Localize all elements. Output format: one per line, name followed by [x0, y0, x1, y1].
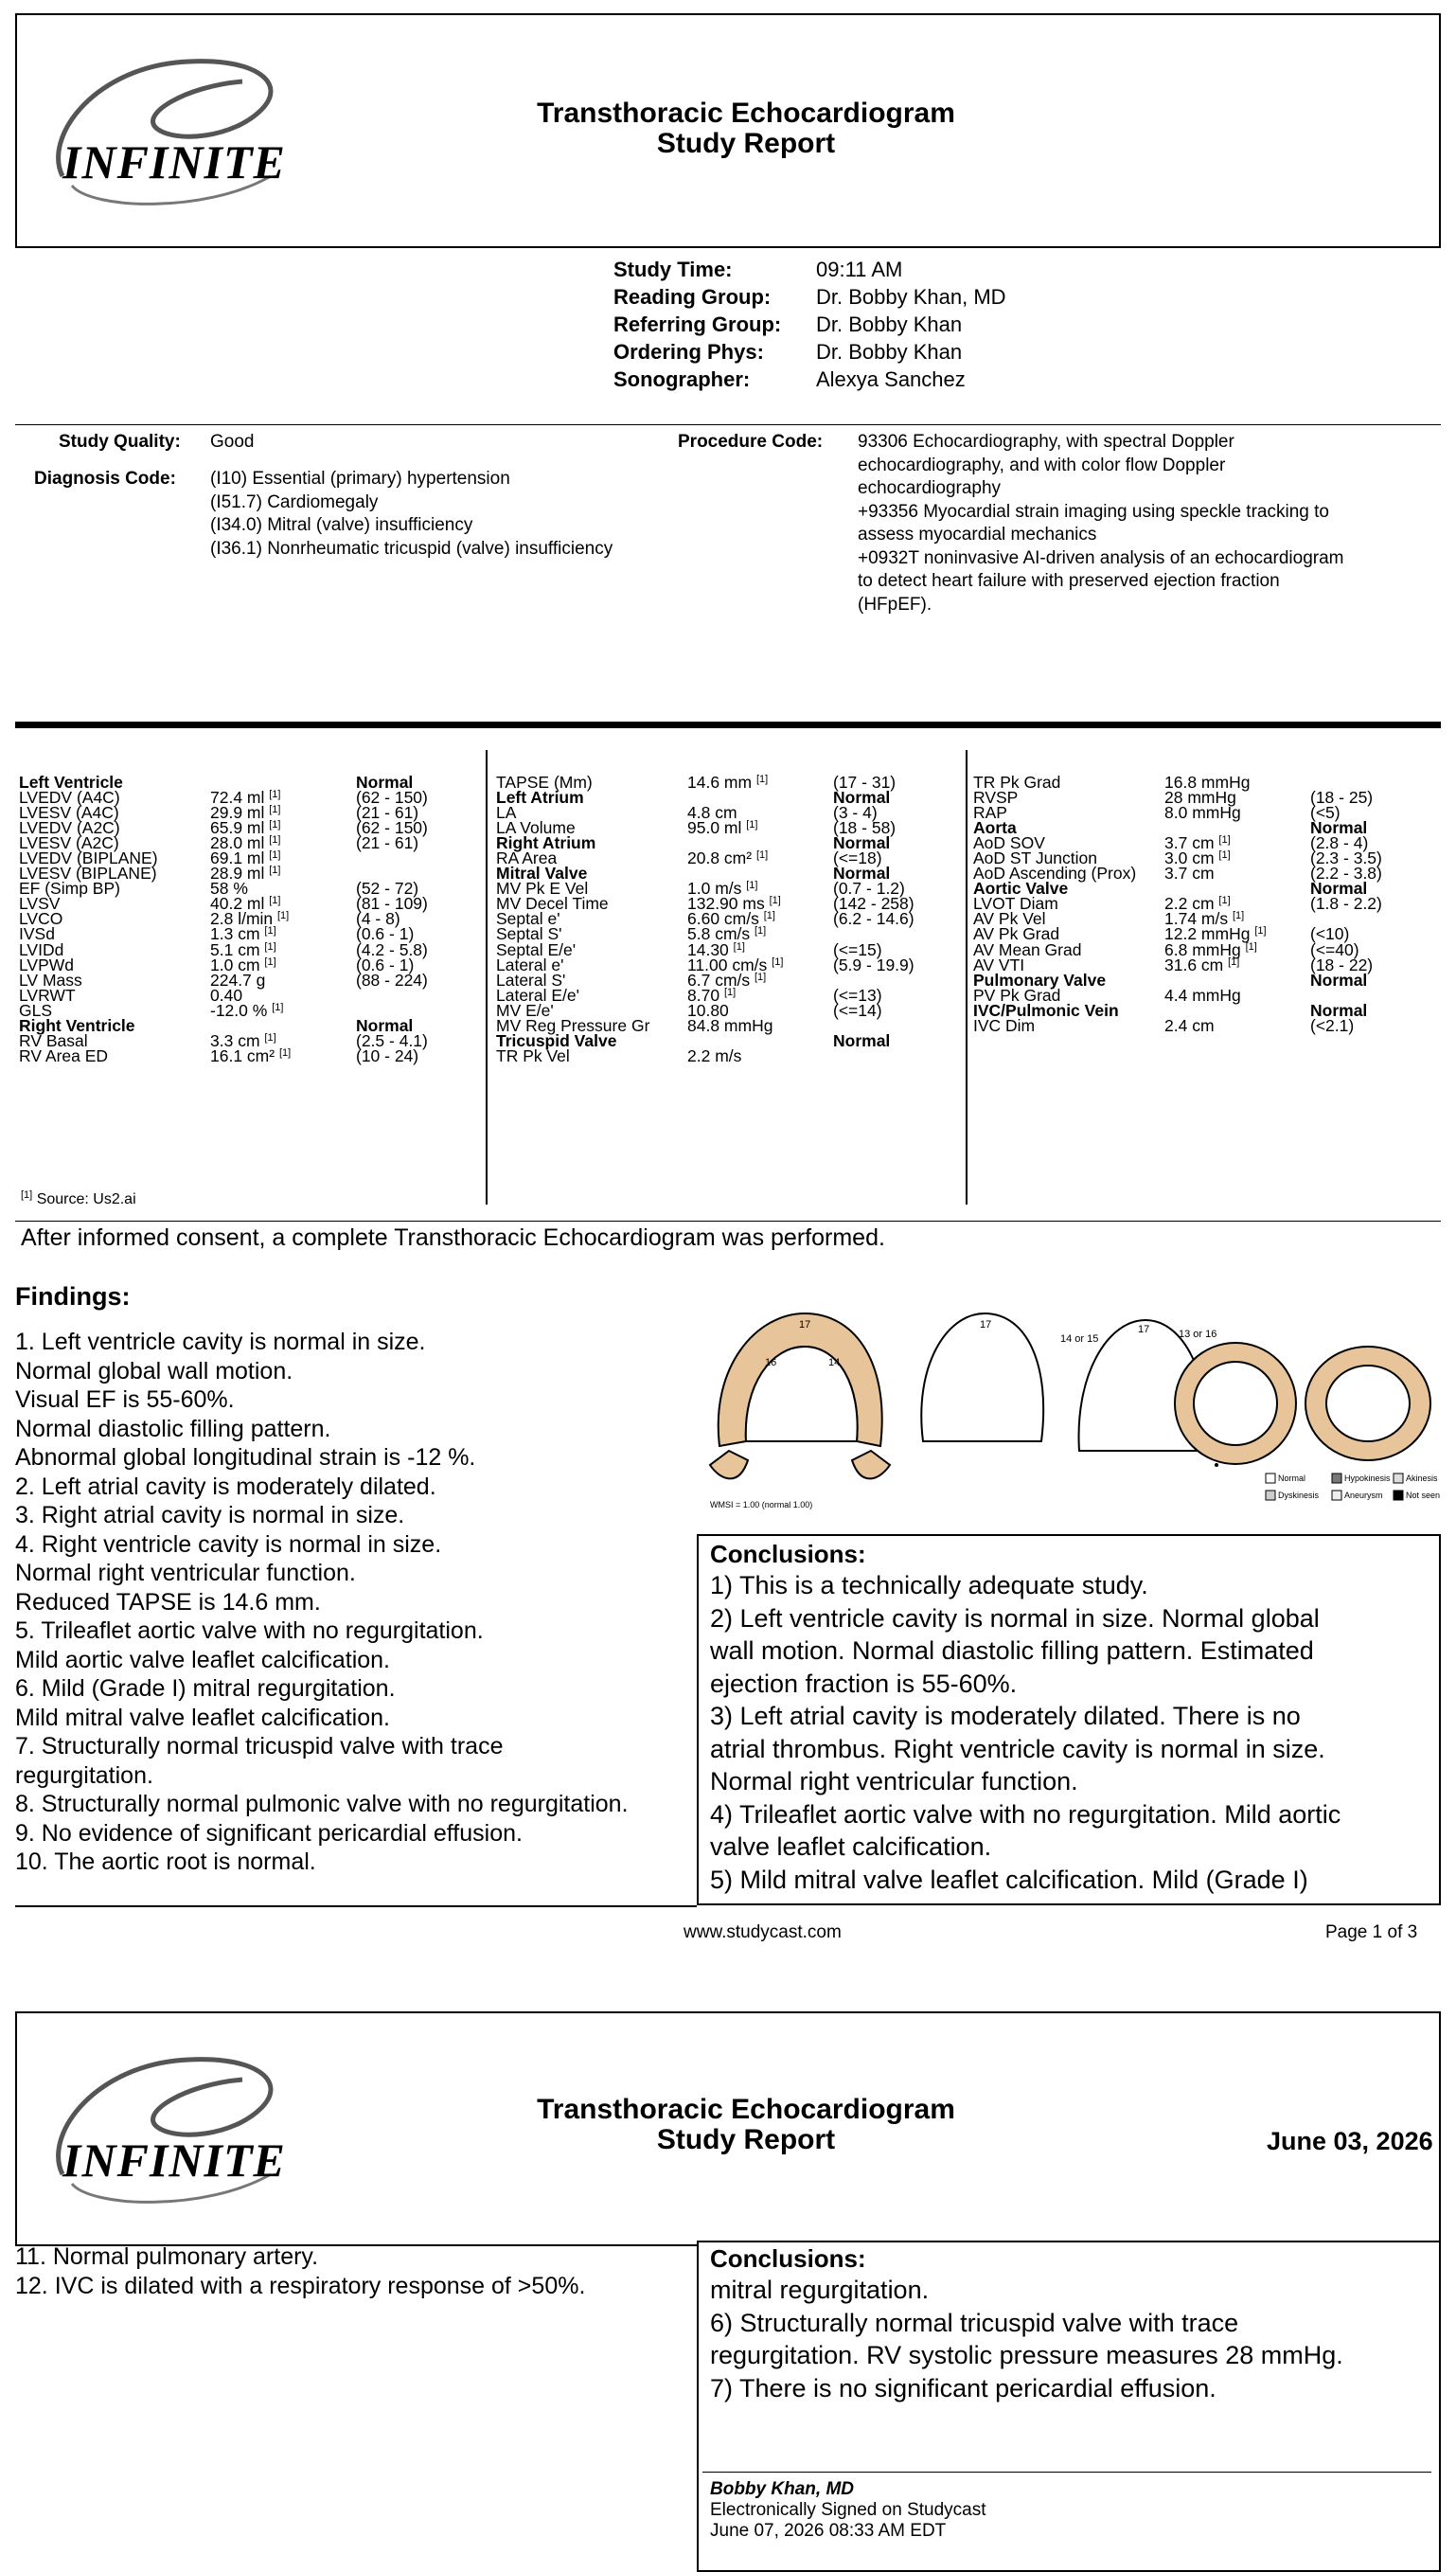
- conclusion-line: 4) Trileaflet aortic valve with no regurgitation. Mild aortic: [710, 1799, 1341, 1829]
- measurement-name: AoD ST Junction: [973, 848, 1097, 868]
- measurement-value: -12.0 % [1]: [210, 1000, 284, 1020]
- footnote-marker: [1]: [746, 880, 758, 892]
- reference-range: (21 - 61): [356, 803, 419, 823]
- procedure-line: +93356 Myocardial strain imaging using speckle tracking to: [858, 501, 1329, 522]
- reference-range: (<=13): [833, 985, 882, 1005]
- svg-text:13 or 16: 13 or 16: [1179, 1329, 1217, 1340]
- measurement-value: 95.0 ml [1]: [687, 818, 758, 838]
- diagnosis-code: (I51.7) Cardiomegaly: [210, 491, 379, 512]
- procedure-line: to detect heart failure with preserved ejection fraction: [858, 571, 1280, 591]
- study-info-label: Sonographer:: [613, 367, 751, 391]
- finding-line: Normal diastolic filling pattern.: [15, 1415, 331, 1442]
- measurement-value: 10.80: [687, 1000, 729, 1020]
- footnote-marker: [1]: [1254, 925, 1267, 938]
- measurement-name: Aorta: [973, 818, 1017, 838]
- svg-text:17: 17: [980, 1319, 992, 1331]
- measurement-value: 224.7 g: [210, 970, 266, 990]
- measurement-value: 6.8 mmHg [1]: [1164, 939, 1257, 959]
- measurement-value: 5.1 cm [1]: [210, 939, 276, 959]
- study-info-value: 09:11 AM: [816, 258, 903, 281]
- measurement-value: 3.0 cm [1]: [1164, 848, 1231, 868]
- measurement-name: AV Pk Vel: [973, 909, 1046, 929]
- reference-range: (2.5 - 4.1): [356, 1030, 428, 1050]
- footnote-marker: [1]: [723, 986, 737, 998]
- divider: [15, 424, 1441, 425]
- findings-title: Findings:: [15, 1282, 131, 1311]
- measurement-value: 0.40: [210, 985, 243, 1005]
- footnote-marker: [1]: [1245, 940, 1257, 953]
- signature-divider: [702, 2472, 1431, 2473]
- finding-line: 5. Trileaflet aortic valve with no regurgitation.: [15, 1617, 484, 1644]
- procedure-line: assess myocardial mechanics: [858, 525, 1097, 545]
- measurement-name: RVSP: [973, 788, 1019, 808]
- measurement-name: IVSd: [19, 924, 55, 944]
- measurement-name: AV Pk Grad: [973, 924, 1060, 944]
- svg-text:14 or 15: 14 or 15: [1060, 1333, 1099, 1345]
- footnote-marker: [1]: [755, 971, 767, 983]
- finding-line: Reduced TAPSE is 14.6 mm.: [15, 1588, 321, 1616]
- finding-line: Normal right ventricular function.: [15, 1560, 356, 1586]
- reference-range: (<10): [1310, 924, 1350, 944]
- footnote-marker: [1]: [269, 895, 281, 907]
- measurement-value: 31.6 cm [1]: [1164, 955, 1240, 974]
- measurement-name: RA Area: [496, 848, 558, 868]
- conclusions-box-continued: [697, 2241, 1441, 2572]
- column-divider: [486, 750, 488, 1205]
- measurement-name: LVSV: [19, 894, 61, 914]
- footnote-marker: [1]: [264, 925, 276, 938]
- measurement-value: 14.6 mm [1]: [687, 773, 769, 792]
- footnote-marker: [1]: [277, 910, 290, 922]
- footnote-marker: [1]: [755, 774, 769, 785]
- measurement-value: 4.8 cm: [687, 803, 737, 823]
- measurement-name: Septal E/e': [496, 939, 577, 959]
- measurements-col1: [19, 775, 483, 1063]
- diagnosis-codes: [210, 468, 684, 561]
- footnote-marker: [1]: [264, 940, 276, 953]
- logo-swoosh-icon: [34, 34, 337, 223]
- measurement-name: IVC Dim: [973, 1015, 1036, 1035]
- consent-text: After informed consent, a complete Transthoracic Echocardiogram was performed.: [21, 1224, 885, 1251]
- reference-range: Normal: [1310, 970, 1368, 990]
- measurement-name: LVCO: [19, 909, 63, 929]
- svg-text:Normal: Normal: [1278, 1474, 1306, 1483]
- logo-swoosh-icon: [34, 2032, 337, 2222]
- finding-line: Visual EF is 55-60%.: [15, 1386, 235, 1413]
- reference-range: (2.2 - 3.8): [1310, 864, 1382, 884]
- finding-line: 12. IVC is dilated with a respiratory response of >50%.: [15, 2272, 586, 2299]
- footnote-marker: [1]: [269, 834, 281, 847]
- findings-list-continued: [15, 2242, 697, 2300]
- signature-name: Bobby Khan, MD: [710, 2479, 854, 2499]
- logo-text: INFINITE: [62, 2134, 286, 2187]
- svg-text:WMSI = 1.00 (normal 1.00): WMSI = 1.00 (normal 1.00): [710, 1500, 813, 1509]
- reference-range: (10 - 24): [356, 1045, 419, 1065]
- measurement-name: Left Ventricle: [19, 773, 123, 792]
- procedure-codes: [858, 431, 1445, 616]
- report-title: Transthoracic Echocardiogram Study Report: [537, 98, 955, 159]
- measurement-value: 8.70 [1]: [687, 985, 737, 1005]
- study-info-value: Dr. Bobby Khan: [816, 313, 963, 336]
- study-quality-value: Good: [210, 432, 255, 452]
- signature-line: Electronically Signed on Studycast: [710, 2500, 986, 2520]
- conclusion-line: 1) This is a technically adequate study.: [710, 1571, 1148, 1599]
- measurement-value: 132.90 ms [1]: [687, 894, 781, 914]
- measurement-name: MV Pk E Vel: [496, 879, 589, 899]
- measurement-name: AV Mean Grad: [973, 939, 1082, 959]
- procedure-line: echocardiography, and with color flow Doppler: [858, 455, 1226, 475]
- measurement-name: LVPWd: [19, 955, 75, 974]
- measurement-value: 72.4 ml [1]: [210, 788, 281, 808]
- measurements-col2: [496, 775, 960, 1063]
- finding-line: 4. Right ventricle cavity is normal in size.: [15, 1530, 442, 1558]
- measurement-value: 40.2 ml [1]: [210, 894, 281, 914]
- reference-range: (2.3 - 3.5): [1310, 848, 1382, 868]
- measurement-value: 6.60 cm/s [1]: [687, 909, 775, 929]
- reference-range: (52 - 72): [356, 879, 419, 899]
- reference-range: (6.2 - 14.6): [833, 909, 914, 929]
- footnote-marker: [1]: [272, 1001, 284, 1013]
- conclusion-line: 3) Left atrial cavity is moderately dilated. There is no: [710, 1702, 1301, 1730]
- divider: [15, 1905, 697, 1907]
- thick-divider: [15, 722, 1441, 728]
- measurement-name: LVESV (BIPLANE): [19, 864, 157, 884]
- measurement-name: MV Decel Time: [496, 894, 609, 914]
- reference-range: (17 - 31): [833, 773, 897, 792]
- footnote-marker: [1]: [1218, 895, 1231, 907]
- report-date: June 03, 2026: [1267, 2127, 1433, 2155]
- footnote-marker: [1]: [269, 789, 281, 801]
- reference-range: (<=14): [833, 1000, 882, 1020]
- conclusion-line: 5) Mild mitral valve leaflet calcification. Mild (Grade I): [710, 1865, 1308, 1894]
- finding-line: 1. Left ventricle cavity is normal in size.: [15, 1329, 426, 1355]
- measurement-name: LVIDd: [19, 939, 64, 959]
- finding-line: 11. Normal pulmonary artery.: [15, 2243, 319, 2270]
- finding-line: 2. Left atrial cavity is moderately dilated.: [15, 1473, 436, 1500]
- measurement-name: AV VTI: [973, 955, 1025, 974]
- footer-url: www.studycast.com: [684, 1922, 842, 1942]
- reference-range: (18 - 22): [1310, 955, 1374, 974]
- study-info-label: Study Time:: [613, 258, 733, 281]
- measurement-name: EF (Simp BP): [19, 879, 120, 899]
- column-divider: [966, 750, 968, 1205]
- measurement-value: 28.9 ml [1]: [210, 864, 281, 884]
- svg-text:Hypokinesis: Hypokinesis: [1344, 1474, 1391, 1483]
- source-note: [1] Source: Us2.ai: [21, 1189, 136, 1207]
- measurement-value: 1.0 m/s [1]: [687, 879, 758, 899]
- measurement-name: Lateral e': [496, 955, 564, 974]
- measurement-name: TR Pk Vel: [496, 1045, 570, 1065]
- svg-text:Not seen: Not seen: [1406, 1491, 1441, 1500]
- measurement-name: LVEDV (A4C): [19, 788, 120, 808]
- measurement-value: 11.00 cm/s [1]: [687, 955, 784, 974]
- svg-text:14: 14: [828, 1357, 841, 1368]
- reference-range: (0.7 - 1.2): [833, 879, 905, 899]
- footnote-marker: [1]: [769, 895, 781, 907]
- footnote-marker: [1]: [278, 1046, 292, 1059]
- measurement-value: 8.0 mmHg: [1164, 803, 1241, 823]
- reference-range: (2.8 - 4): [1310, 833, 1369, 853]
- measurement-value: 1.74 m/s [1]: [1164, 909, 1245, 929]
- measurement-name: TAPSE (Mm): [496, 773, 593, 792]
- measurement-name: Lateral E/e': [496, 985, 579, 1005]
- measurement-name: GLS: [19, 1000, 53, 1020]
- measurement-value: 2.2 m/s: [687, 1045, 742, 1065]
- measurement-name: RV Basal: [19, 1030, 88, 1050]
- measurement-value: 29.9 ml [1]: [210, 803, 281, 823]
- footnote-marker: [1]: [1218, 834, 1231, 847]
- conclusions-text: [710, 1569, 1428, 1896]
- conclusion-line: 6) Structurally normal tricuspid valve with trace: [710, 2308, 1239, 2337]
- diagnosis-code: (I10) Essential (primary) hypertension: [210, 469, 510, 489]
- reference-range: (4 - 8): [356, 909, 400, 929]
- procedure-line: echocardiography: [858, 478, 1002, 498]
- measurement-value: 14.30 [1]: [687, 939, 745, 959]
- wall-motion-diagram: [701, 1309, 1448, 1515]
- page-number: Page 1 of 3: [1325, 1922, 1418, 1942]
- divider: [15, 1221, 1441, 1222]
- measurement-value: 2.4 cm: [1164, 1015, 1215, 1035]
- procedure-line: +0932T noninvasive AI-driven analysis of an echocardiogram: [858, 547, 1344, 568]
- reference-range: (<2.1): [1310, 1015, 1355, 1035]
- footnote-marker: [1]: [264, 1031, 276, 1044]
- procedure-line: 93306 Echocardiography, with spectral Doppler: [858, 432, 1234, 452]
- measurement-row: [973, 1015, 1437, 1035]
- footnote-marker: [1]: [1232, 910, 1245, 922]
- measurement-row: [973, 803, 1437, 823]
- measurement-name: Aortic Valve: [973, 879, 1069, 899]
- finding-line: Mild mitral valve leaflet calcification.: [15, 1704, 390, 1731]
- measurement-name: LVRWT: [19, 985, 76, 1005]
- measurement-value: 20.8 cm² [1]: [687, 848, 769, 868]
- measurement-name: LVESV (A2C): [19, 833, 119, 853]
- measurement-value: 28.0 ml [1]: [210, 833, 281, 853]
- procedure-label: Procedure Code:: [678, 432, 824, 452]
- measurement-name: LVOT Diam: [973, 894, 1058, 914]
- measurement-value: 3.7 cm: [1164, 864, 1215, 884]
- study-info-label: Ordering Phys:: [613, 340, 764, 364]
- measurement-row: [496, 1045, 960, 1065]
- signature-date: June 07, 2026 08:33 AM EDT: [710, 2521, 947, 2541]
- measurement-value: 1.0 cm [1]: [210, 955, 276, 974]
- svg-text:Dyskinesis: Dyskinesis: [1278, 1491, 1320, 1500]
- measurement-name: Right Ventricle: [19, 1015, 135, 1035]
- measurement-value: 6.7 cm/s [1]: [687, 970, 767, 990]
- reference-range: (<5): [1310, 803, 1341, 823]
- diagnosis-code: (I34.0) Mitral (valve) insufficiency: [210, 515, 473, 535]
- svg-text:17: 17: [799, 1319, 811, 1331]
- svg-text:Akinesis: Akinesis: [1406, 1474, 1438, 1483]
- finding-line: 6. Mild (Grade I) mitral regurgitation.: [15, 1675, 396, 1702]
- footnote-marker: [1]: [1228, 956, 1240, 968]
- reference-range: (62 - 150): [356, 818, 428, 838]
- signature: [710, 2479, 986, 2542]
- reference-range: (18 - 25): [1310, 788, 1374, 808]
- finding-line: Mild aortic valve leaflet calcification.: [15, 1646, 390, 1673]
- study-info-label: Reading Group:: [613, 285, 772, 309]
- measurement-value: 3.7 cm [1]: [1164, 833, 1231, 853]
- reference-range: (3 - 4): [833, 803, 878, 823]
- reference-range: (4.2 - 5.8): [356, 939, 428, 959]
- measurement-value: 12.2 mmHg [1]: [1164, 924, 1267, 944]
- reference-range: Normal: [1310, 879, 1368, 899]
- conclusion-line: 7) There is no significant pericardial effusion.: [710, 2373, 1216, 2402]
- footnote-marker: [1]: [772, 956, 784, 968]
- measurement-name: LVESV (A4C): [19, 803, 119, 823]
- measurements-col3: [973, 775, 1437, 1033]
- footnote-marker: [1]: [269, 849, 281, 862]
- measurement-name: Septal e': [496, 909, 560, 929]
- footnote-marker: [1]: [269, 865, 281, 877]
- measurement-name: TR Pk Grad: [973, 773, 1061, 792]
- measurement-value: 65.9 ml [1]: [210, 818, 281, 838]
- study-info-label: Referring Group:: [613, 313, 782, 336]
- reference-range: Normal: [833, 788, 891, 808]
- reference-range: (0.6 - 1): [356, 924, 415, 944]
- measurement-name: Left Atrium: [496, 788, 584, 808]
- measurement-value: 16.1 cm² [1]: [210, 1045, 292, 1065]
- finding-line: Normal global wall motion.: [15, 1357, 293, 1384]
- diagnosis-label: Diagnosis Code:: [34, 469, 176, 489]
- measurement-value: 4.4 mmHg: [1164, 985, 1241, 1005]
- measurement-value: 69.1 ml [1]: [210, 848, 281, 868]
- measurement-name: Mitral Valve: [496, 864, 588, 884]
- reference-range: Normal: [356, 773, 414, 792]
- measurement-name: RV Area ED: [19, 1045, 109, 1065]
- reference-range: Normal: [833, 1030, 891, 1050]
- measurement-value: 1.3 cm [1]: [210, 924, 276, 944]
- reference-range: (88 - 224): [356, 970, 428, 990]
- reference-range: (<=18): [833, 848, 882, 868]
- footnote-marker: [1]: [763, 910, 775, 922]
- measurement-value: 5.8 cm/s [1]: [687, 924, 767, 944]
- footnote-marker: [1]: [746, 819, 758, 831]
- finding-line: 7. Structurally normal tricuspid valve with trace: [15, 1733, 504, 1759]
- diagnosis-code: (I36.1) Nonrheumatic tricuspid (valve) insufficiency: [210, 538, 613, 559]
- conclusions-text: [710, 2274, 1428, 2404]
- measurement-name: LVEDV (BIPLANE): [19, 848, 158, 868]
- logo-text: INFINITE: [62, 135, 286, 188]
- footnote-marker: [1]: [1218, 849, 1231, 862]
- measurement-name: IVC/Pulmonic Vein: [973, 1000, 1119, 1020]
- measurement-name: Right Atrium: [496, 833, 596, 853]
- measurement-value: 28 mmHg: [1164, 788, 1236, 808]
- conclusion-line: valve leaflet calcification.: [710, 1832, 992, 1861]
- conclusion-line: atrial thrombus. Right ventricle cavity is normal in size.: [710, 1734, 1325, 1763]
- reference-range: (21 - 61): [356, 833, 419, 853]
- conclusion-line: ejection fraction is 55-60%.: [710, 1669, 1018, 1698]
- reference-range: (81 - 109): [356, 894, 428, 914]
- reference-range: (5.9 - 19.9): [833, 955, 914, 974]
- svg-text:17: 17: [1138, 1324, 1150, 1335]
- reference-range: (62 - 150): [356, 788, 428, 808]
- finding-line: 10. The aortic root is normal.: [15, 1849, 316, 1875]
- finding-line: 9. No evidence of significant pericardial effusion.: [15, 1819, 523, 1847]
- conclusion-line: mitral regurgitation.: [710, 2276, 930, 2304]
- reference-range: (<=15): [833, 939, 882, 959]
- page2-header: [15, 2011, 1441, 2246]
- measurement-name: MV Reg Pressure Gr: [496, 1015, 650, 1035]
- measurement-value: 3.3 cm [1]: [210, 1030, 276, 1050]
- finding-line: 3. Right atrial cavity is normal in size.: [15, 1502, 405, 1528]
- reference-range: Normal: [356, 1015, 414, 1035]
- footnote-marker: [1]: [755, 925, 767, 938]
- measurement-name: RAP: [973, 803, 1007, 823]
- conclusion-line: Normal right ventricular function.: [710, 1767, 1078, 1795]
- measurement-value: 84.8 mmHg: [687, 1015, 773, 1035]
- footnote-marker: [1]: [264, 956, 276, 968]
- conclusion-line: 2) Left ventricle cavity is normal in size. Normal global: [710, 1603, 1320, 1633]
- report-title: Transthoracic Echocardiogram Study Report: [537, 2094, 955, 2155]
- conclusion-line: wall motion. Normal diastolic filling pattern. Estimated: [710, 1636, 1314, 1665]
- measurement-name: LA Volume: [496, 818, 576, 838]
- study-info-value: Dr. Bobby Khan, MD: [816, 285, 1006, 309]
- footnote-marker: [1]: [755, 849, 769, 862]
- conclusions-box: [697, 1534, 1441, 1905]
- procedure-line: (HFpEF).: [858, 594, 932, 615]
- conclusion-line: regurgitation. RV systolic pressure measures 28 mmHg.: [710, 2341, 1343, 2369]
- reference-range: (<=40): [1310, 939, 1359, 959]
- measurement-row: [19, 970, 483, 990]
- measurement-value: 2.8 l/min [1]: [210, 909, 290, 929]
- study-info-value: Dr. Bobby Khan: [816, 340, 963, 364]
- measurement-value: 16.8 mmHg: [1164, 773, 1251, 792]
- reference-range: Normal: [1310, 1000, 1368, 1020]
- measurement-name: LA: [496, 803, 517, 823]
- page1-header: [15, 13, 1441, 248]
- reference-range: (0.6 - 1): [356, 955, 415, 974]
- footnote-marker: [1]: [269, 819, 281, 831]
- study-info-value: Alexya Sanchez: [816, 367, 966, 391]
- findings-list: [15, 1328, 697, 1877]
- measurement-name: LV Mass: [19, 970, 82, 990]
- measurement-name: Tricuspid Valve: [496, 1030, 617, 1050]
- footnote-marker: [1]: [733, 940, 745, 953]
- reference-range: (1.8 - 2.2): [1310, 894, 1382, 914]
- footnote-marker: [1]: [269, 804, 281, 816]
- reference-range: (18 - 58): [833, 818, 897, 838]
- measurement-name: Lateral S': [496, 970, 566, 990]
- finding-line: Abnormal global longitudinal strain is -12 %.: [15, 1444, 476, 1471]
- measurement-name: Septal S': [496, 924, 562, 944]
- reference-range: Normal: [1310, 818, 1368, 838]
- measurement-name: PV Pk Grad: [973, 985, 1061, 1005]
- finding-line: 8. Structurally normal pulmonic valve with no regurgitation.: [15, 1791, 629, 1817]
- reference-range: (142 - 258): [833, 894, 914, 914]
- study-info: [613, 256, 1181, 398]
- measurement-name: MV E/e': [496, 1000, 554, 1020]
- svg-text:Aneurysm: Aneurysm: [1344, 1491, 1383, 1500]
- measurement-value: 2.2 cm [1]: [1164, 894, 1231, 914]
- reference-range: Normal: [833, 833, 891, 853]
- conclusions-title: Conclusions:: [710, 2244, 866, 2273]
- measurement-name: LVEDV (A2C): [19, 818, 120, 838]
- measurement-name: Pulmonary Valve: [973, 970, 1107, 990]
- measurement-value: 58 %: [210, 879, 248, 899]
- finding-line: regurgitation.: [15, 1761, 153, 1789]
- measurement-row: [19, 1045, 483, 1065]
- study-quality-label: Study Quality:: [59, 432, 181, 452]
- svg-text:16: 16: [765, 1357, 777, 1368]
- measurement-name: AoD Ascending (Prox): [973, 864, 1137, 884]
- measurement-name: AoD SOV: [973, 833, 1045, 853]
- reference-range: Normal: [833, 864, 891, 884]
- conclusions-title: Conclusions:: [710, 1540, 866, 1568]
